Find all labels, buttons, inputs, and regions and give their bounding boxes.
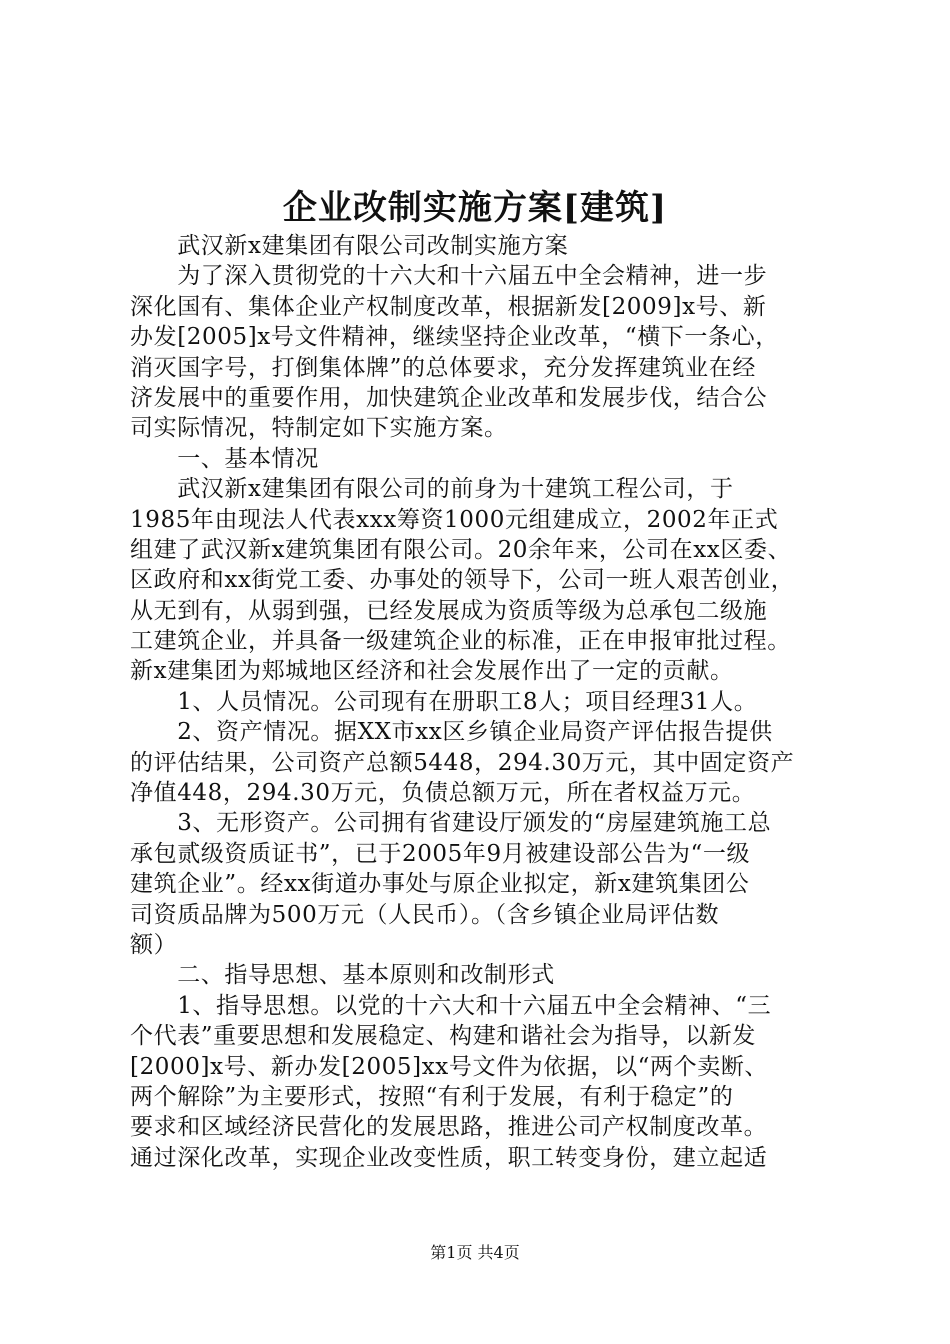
text-line: 武汉新x建集团有限公司的前身为十建筑工程公司，于 [130,476,734,503]
text-line: 工建筑企业，并具备一级建筑企业的标准，正在申报审批过程。 [130,628,791,655]
text-line: 司实际情况，特制定如下实施方案。 [130,415,508,442]
text-line: 承包贰级资质证书”，已于2005年9月被建设部公告为“一级 [130,840,751,867]
text-line: 武汉新x建集团有限公司改制实施方案 [130,233,569,259]
text-line: 要求和区域经济民营化的发展思路，推进公司产权制度改革。 [130,1114,768,1141]
text-line: 两个解除”为主要形式，按照“有利于发展，有利于稳定”的 [130,1083,734,1110]
text-line: 组建了武汉新x建筑集团有限公司。20余年来，公司在xx区委、 [130,536,792,563]
text-line: 额） [130,931,178,958]
text-line: 1、指导思想。以党的十六大和十六届五中全会精神、“三 [130,992,772,1019]
text-line: 净值448，294.30万元，负债总额万元，所在者权益万元。 [130,780,756,807]
text-line: 司资质品牌为500万元（人民币）。（含乡镇企业局评估数 [130,901,720,928]
text-line: 新x建集团为郏城地区经济和社会发展作出了一定的贡献。 [130,658,734,685]
text-line: 建筑企业”。经xx街道办事处与原企业拟定，新x建筑集团公 [130,871,750,898]
text-line: 1、人员情况。公司现有在册职工8人；项目经理31人。 [130,688,758,715]
text-line: [2000]x号、新办发[2005]xx号文件为依据，以“两个卖断、 [130,1053,769,1080]
text-line: 深化国有、集体企业产权制度改革，根据新发[2009]x号、新 [130,293,767,320]
text-line: 个代表”重要思想和发展稳定、构建和谐社会为指导，以新发 [130,1023,756,1050]
text-line: 通过深化改革，实现企业改变性质，职工转变身份，建立起适 [130,1144,768,1171]
text-line: 消灭国字号，打倒集体牌”的总体要求，充分发挥建筑业在经 [130,354,756,381]
text-line: 从无到有，从弱到强，已经发展成为资质等级为总承包二级施 [130,597,768,624]
document-body [130,231,830,1173]
page-footer: 第1页 共4页 [430,1243,520,1262]
text-line: 为了深入贯彻党的十六大和十六届五中全会精神，进一步 [130,263,768,290]
text-line: 济发展中的重要作用，加快建筑企业改革和发展步伐，结合公 [130,384,768,411]
text-line: 办发[2005]x号文件精神，继续坚持企业改革，“横下一条心， [130,324,779,351]
document-title: 企业改制实施方案[建筑] [282,188,668,228]
text-line: 区政府和xx街党工委、办事处的领导下，公司一班人艰苦创业， [130,567,795,594]
text-line: 一、基本情况 [130,445,319,472]
text-line: 3、无形资产。公司拥有省建设厅颁发的“房屋建筑施工总 [130,810,772,837]
text-line: 1985年由现法人代表xxx筹资1000元组建成立，2002年正式 [130,506,779,533]
text-line: 的评估结果，公司资产总额5448，294.30万元，其中固定资产 [130,749,795,776]
text-line: 二、指导思想、基本原则和改制形式 [130,962,555,989]
text-line: 2、资产情况。据XX市xx区乡镇企业局资产评估报告提供 [130,719,773,746]
